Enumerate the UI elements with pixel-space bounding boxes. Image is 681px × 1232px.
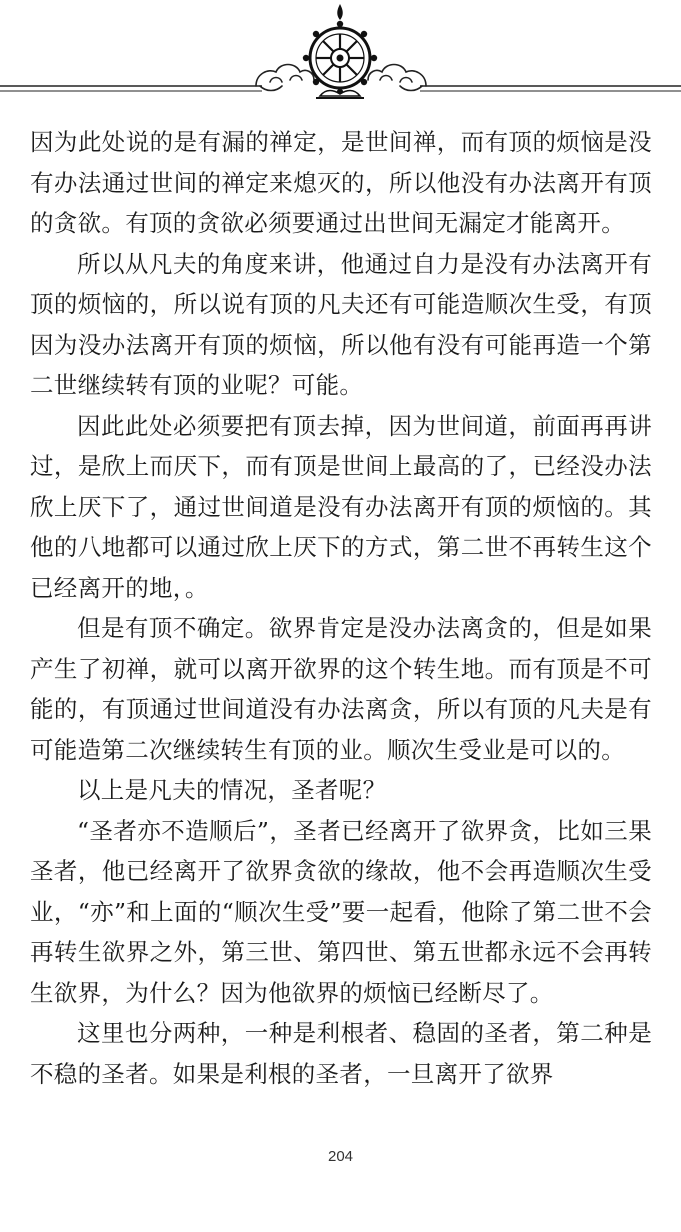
auspicious-cloud-icon-right	[368, 65, 426, 91]
page-header-ornament	[0, 0, 681, 110]
paragraph-7: 这里也分两种，一种是利根者、稳固的圣者，第二种是不稳的圣者。如果是利根的圣者，一旦离开了欲界	[30, 1019, 652, 1088]
page-body	[30, 122, 652, 1094]
paragraph-2: 所以从凡夫的角度来讲，他通过自力是没有办法离开有顶的烦恼的，所以说有顶的凡夫还有可能造顺次生受，有顶因为没办法离开有顶的烦恼，所以他有没有可能再造一个第二世继续转有顶的业呢？可能。	[30, 249, 652, 399]
paragraph-4: 但是有顶不确定。欲界肯定是没办法离贪的，但是如果产生了初禅，就可以离开欲界的这个转生地。而有顶是不可能的，有顶通过世间道没有办法离贪，所以有顶的凡夫是有可能造第二次继续转生有顶的业。顺次生受业是可以的。	[30, 614, 652, 764]
paragraph-6: “圣者亦不造顺后”，圣者已经离开了欲界贪，比如三果圣者，他已经离开了欲界贪欲的缘故，他不会再造顺次生受业，“亦”和上面的“顺次生受”要一起看，他除了第二世不会再转生欲界之外，第三世、第四世、第五世都永远不会再转生欲界，为什么？因为他欲界的烦恼已经断尽了。	[30, 816, 652, 1007]
page-number: 204	[327, 1148, 354, 1165]
dharma-wheel-icon	[303, 4, 377, 98]
paragraph-1: 因为此处说的是有漏的禅定，是世间禅，而有顶的烦恼是没有办法通过世间的禅定来熄灭的，所以他没有办法离开有顶的贪欲。有顶的贪欲必须要通过出世间无漏定才能离开。	[30, 128, 652, 237]
auspicious-cloud-icon-left	[256, 65, 314, 91]
paragraph-5: 以上是凡夫的情况，圣者呢？	[77, 776, 387, 804]
header-divider	[0, 0, 681, 110]
paragraph-3: 因此此处必须要把有顶去掉，因为世间道，前面再再讲过，是欣上而厌下，而有顶是世间上最高的了，已经没办法欣上厌下了，通过世间道是没有办法离开有顶的烦恼的。其他的八地都可以通过欣上厌下的方式，第二世不再转生这个已经离开的地，。	[30, 411, 652, 602]
